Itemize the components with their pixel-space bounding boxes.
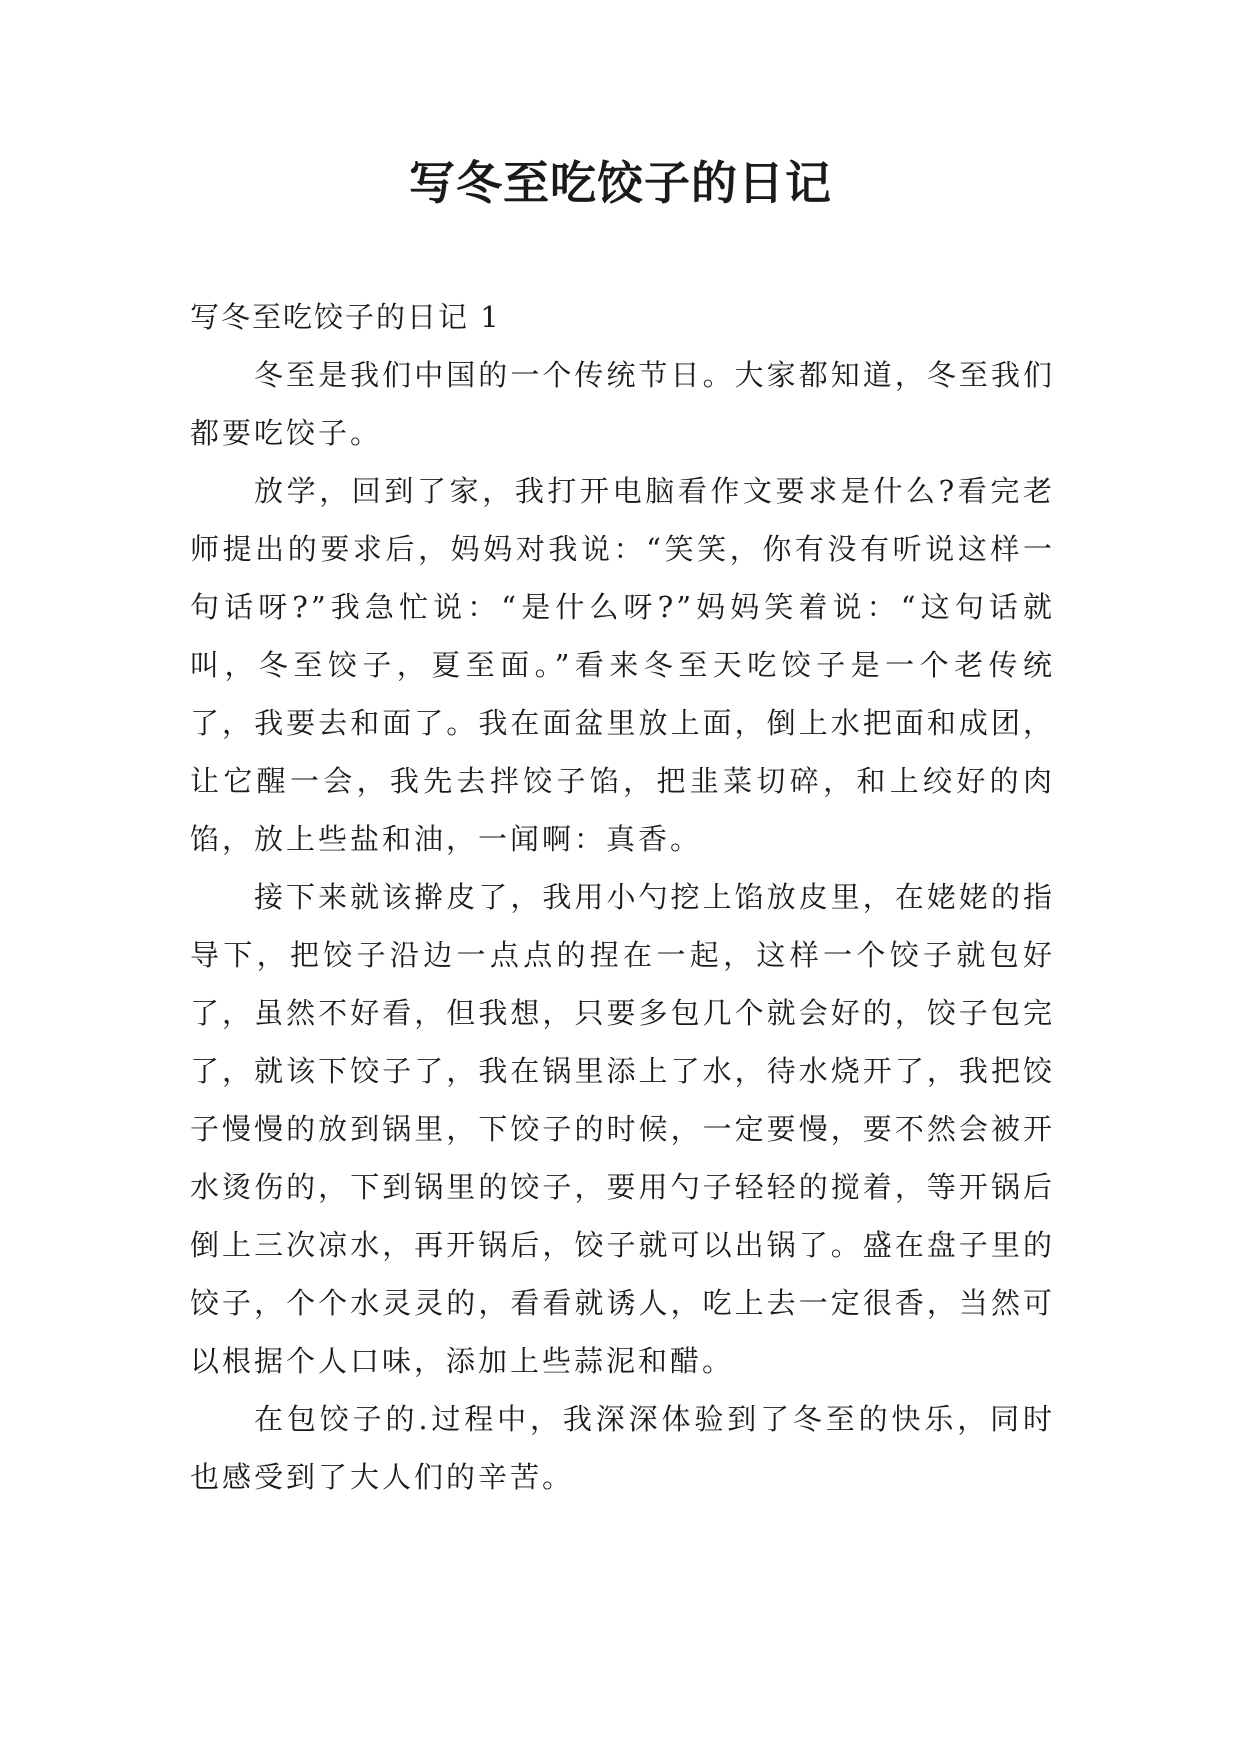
document-title: 写冬至吃饺子的日记 (409, 156, 832, 210)
document-body (190, 288, 1055, 1506)
paragraph-4: 在包饺子的.过程中，我深深体验到了冬至的快乐，同时也感受到了大人们的辛苦。 (190, 1402, 1055, 1494)
section-heading: 写冬至吃饺子的日记 1 (190, 300, 501, 334)
paragraph-1: 冬至是我们中国的一个传统节日。大家都知道，冬至我们都要吃饺子。 (190, 358, 1055, 450)
paragraph-3: 接下来就该擀皮了，我用小勺挖上馅放皮里，在姥姥的指导下，把饺子沿边一点点的捏在一起，这样一个饺子就包好了，虽然不好看，但我想，只要多包几个就会好的，饺子包完了，就该下饺子了，我在锅里添上了水，待水烧开了，我把饺子慢慢的放到锅里，下饺子的时候，一定要慢，要不然会被开水烫伤的，下到锅里的饺子，要用勺子轻轻的搅着，等开锅后倒上三次凉水，再开锅后，饺子就可以出锅了。盛在盘子里的饺子，个个水灵灵的，看看就诱人，吃上去一定很香，当然可以根据个人口味，添加上些蒜泥和醋。 (190, 880, 1055, 1378)
paragraph-2: 放学，回到了家，我打开电脑看作文要求是什么?看完老师提出的要求后，妈妈对我说：“笑笑，你有没有听说这样一句话呀?”我急忙说：“是什么呀?”妈妈笑着说：“这句话就叫，冬至饺子，夏至面。”看来冬至天吃饺子是一个老传统了，我要去和面了。我在面盆里放上面，倒上水把面和成团，让它醒一会，我先去拌饺子馅，把韭菜切碎，和上绞好的肉馅，放上些盐和油，一闻啊：真香。 (190, 474, 1055, 856)
